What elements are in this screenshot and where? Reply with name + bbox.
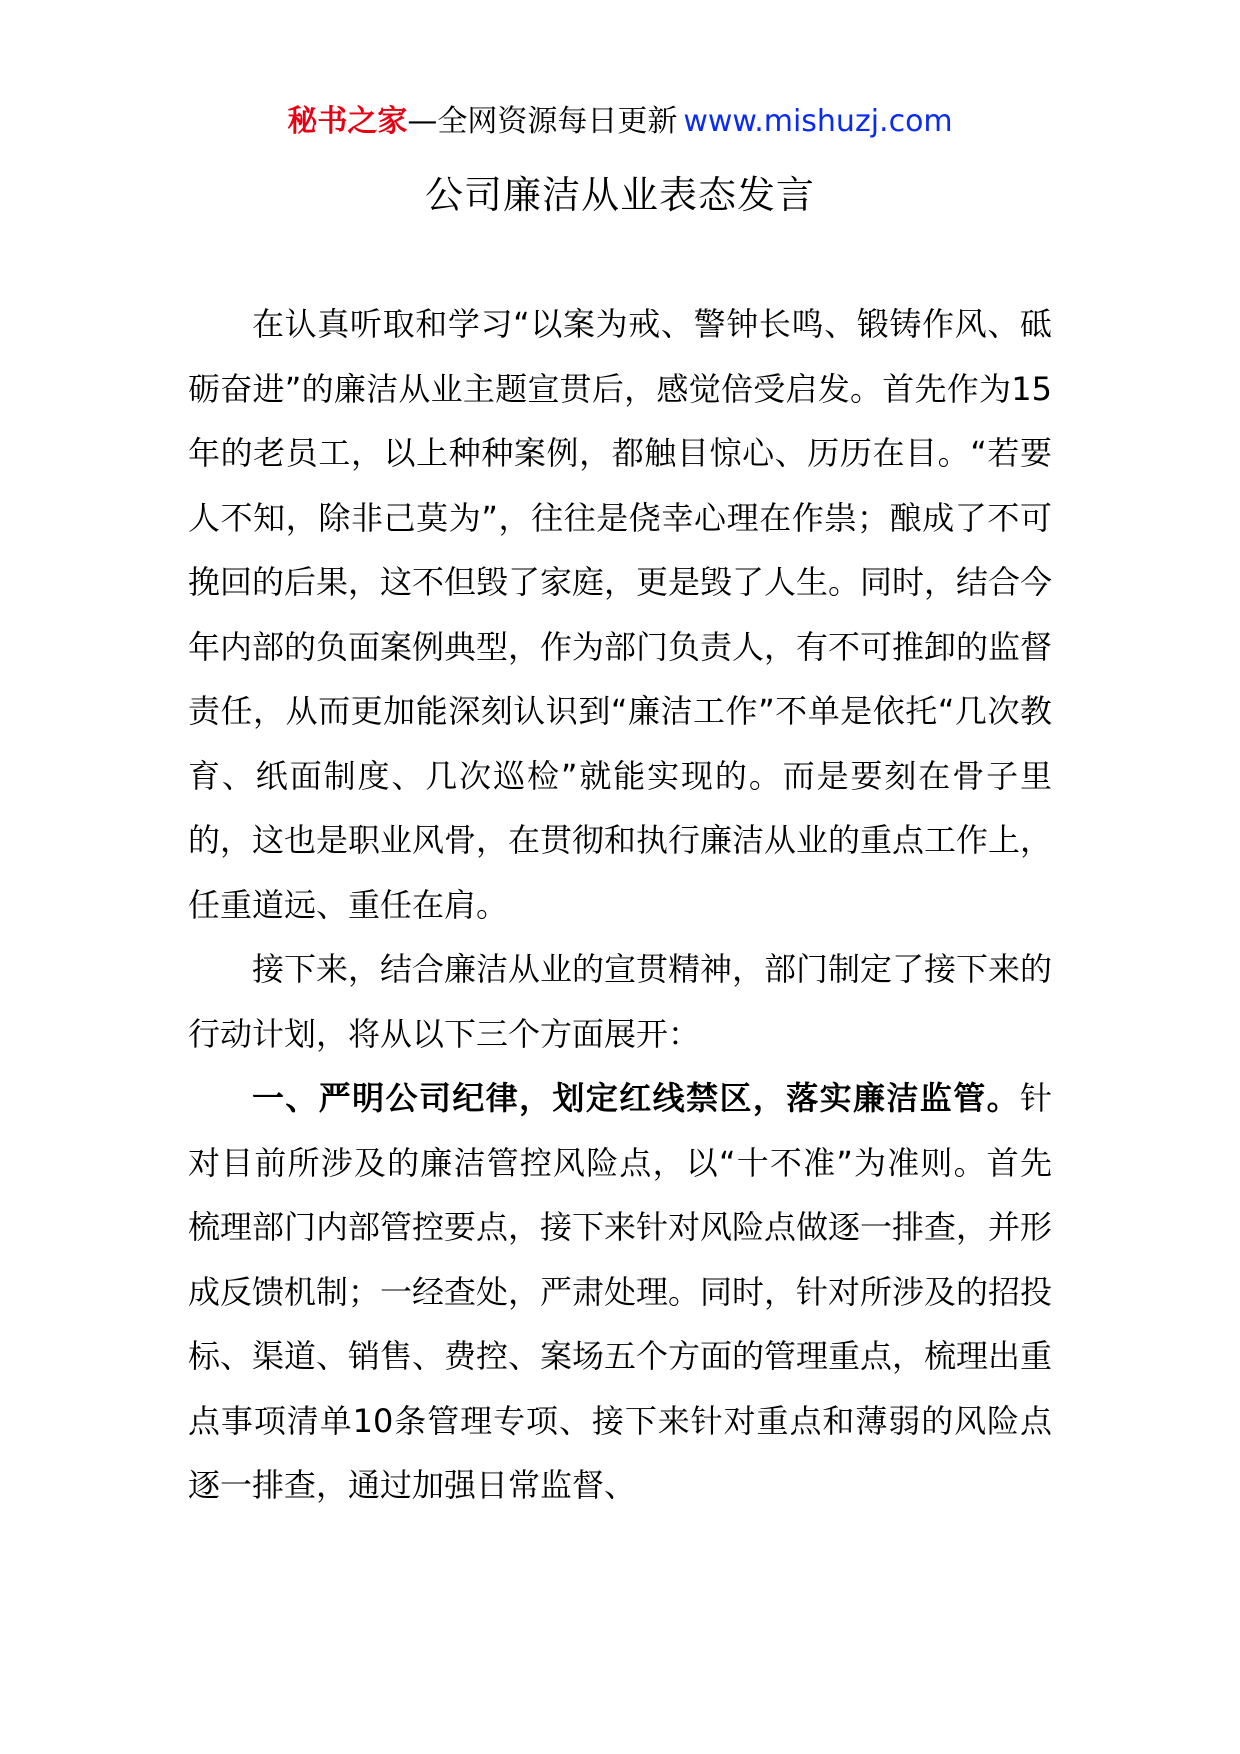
section-one-heading: 一、严明公司纪律，划定红线禁区，落实廉洁监管。: [252, 1079, 1020, 1117]
header-tagline: —全网资源每日更新: [407, 104, 678, 139]
brand-name: 秘书之家: [287, 104, 408, 139]
document-body: [188, 292, 1052, 1518]
document-title: 公司廉洁从业表态发言: [424, 173, 815, 217]
site-url-link[interactable]: www.mishuzj.com: [683, 104, 953, 139]
paragraph: 在认真听取和学习“以案为戒、警钟长鸣、锻铸作风、砥砺奋进”的廉洁从业主题宣贯后，感觉倍受启发。首先作为15年的老员工，以上种种案例，都触目惊心、历历在目。“若要人不知，除非己莫为”，往往是侥幸心理在作祟；酿成了不可挽回的后果，这不但毁了家庭，更是毁了人生。同时，结合今年内部的负面案例典型，作为部门负责人，有不可推卸的监督责任，从而更加能深刻认识到“廉洁工作”不单是依托“几次教育、纸面制度、几次巡检”就能实现的。而是要刻在骨子里的，这也是职业风骨，在贯彻和执行廉洁从业的重点工作上，任重道远、重任在肩。: [188, 305, 1053, 924]
paragraph: 接下来，结合廉洁从业的宣贯精神，部门制定了接下来的行动计划，将从以下三个方面展开：: [188, 950, 1053, 1053]
site-header: [0, 100, 1240, 144]
section-one-paragraph: [188, 1066, 1052, 1518]
section-one-text: 针对目前所涉及的廉洁管控风险点，以“十不准”为准则。首先梳理部门内部管控要点，接下来针对风险点做逐一排查，并形成反馈机制；一经查处，严肃处理。同时，针对所涉及的招投标、渠道、销售、费控、案场五个方面的管理重点，梳理出重点事项清单10条管理专项、接下来针对重点和薄弱的风险点逐一排查，通过加强日常监督、: [188, 1079, 1053, 1504]
